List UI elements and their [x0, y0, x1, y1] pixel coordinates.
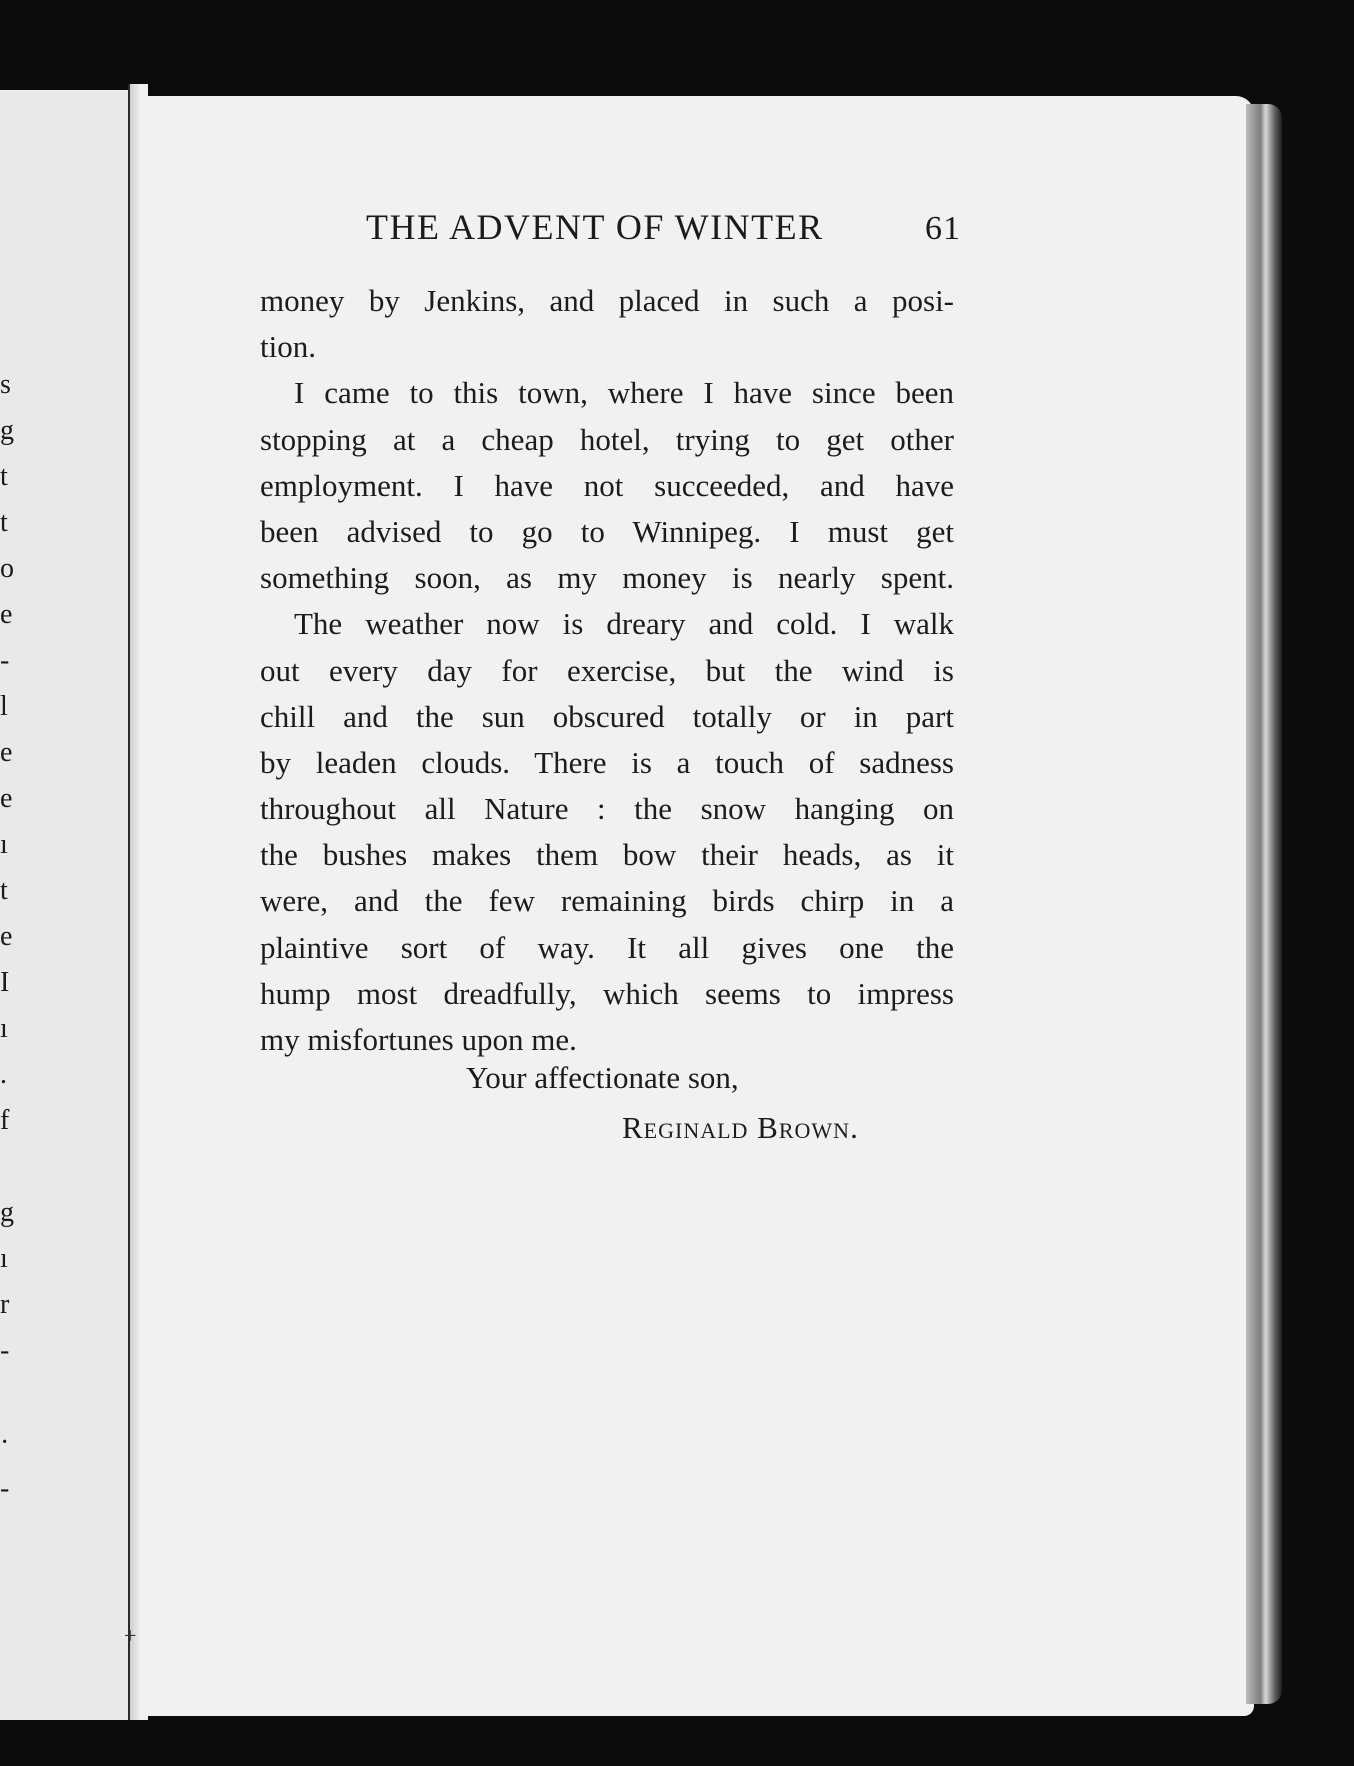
book-gutter: [128, 84, 148, 1720]
left-edge-letter: e: [0, 599, 13, 630]
left-edge-letter: -: [0, 645, 10, 676]
left-edge-letter: ı: [0, 1243, 8, 1274]
body-line: by leaden clouds. There is a touch of sadness: [260, 744, 954, 780]
running-head-title: THE ADVENT OF WINTER: [366, 207, 824, 247]
body-line: hump most dreadfully, which seems to impress: [260, 975, 954, 1011]
gutter-registration-mark: +: [124, 1623, 137, 1648]
body-line: The weather now is dreary and cold. I walk: [294, 606, 954, 642]
letter-signature: Reginald Brown.: [622, 1110, 859, 1145]
left-edge-letter: .: [0, 1059, 7, 1090]
left-edge-letter: I: [0, 967, 10, 998]
body-line: plaintive sort of way. It all gives one the: [260, 929, 954, 965]
left-edge-letter: ı: [0, 1013, 8, 1044]
left-edge-letter: [0, 1374, 24, 1420]
left-edge-letter: ·: [0, 1427, 10, 1458]
left-edge-letter: t: [0, 461, 8, 492]
left-facing-page: [0, 90, 136, 1720]
left-edge-letter: -: [0, 1335, 10, 1366]
body-line: tion.: [260, 329, 316, 365]
left-edge-letter: ı: [0, 829, 8, 860]
letter-closing: Your affectionate son,: [466, 1060, 739, 1095]
left-edge-letter: f: [0, 1105, 10, 1136]
body-line: the bushes makes them bow their heads, as it: [260, 837, 954, 873]
left-edge-letter: l: [0, 691, 8, 722]
body-text: [260, 278, 954, 1063]
body-line: I came to this town, where I have since been: [294, 375, 954, 411]
body-line: stopping at a cheap hotel, trying to get other: [260, 421, 954, 457]
left-edge-letter: e: [0, 737, 13, 768]
body-line: were, and the few remaining birds chirp in a: [260, 883, 954, 919]
body-line: employment. I have not succeeded, and have: [260, 467, 954, 503]
body-line: my misfortunes upon me.: [260, 1022, 577, 1057]
left-edge-letter: t: [0, 507, 8, 538]
left-edge-letter: -: [0, 1473, 10, 1504]
page-fore-edge: [1246, 104, 1282, 1704]
left-edge-letter: s: [0, 369, 11, 400]
body-line: throughout all Nature : the snow hanging on: [260, 791, 954, 827]
left-edge-letter: e: [0, 783, 13, 814]
body-line: chill and the sun obscured totally or in part: [260, 698, 954, 734]
page-number: 61: [925, 210, 961, 247]
left-edge-letter: e: [0, 921, 13, 952]
left-edge-letter: o: [0, 553, 14, 584]
body-line: out every day for exercise, but the wind is: [260, 652, 954, 688]
running-head: [366, 206, 961, 248]
left-edge-letter: r: [0, 1289, 10, 1320]
left-page-edge-letters: [0, 362, 24, 1512]
left-edge-letter: t: [0, 875, 8, 906]
left-edge-letter: g: [0, 1197, 14, 1228]
left-edge-letter: [0, 1144, 24, 1190]
body-line: money by Jenkins, and placed in such a posi-: [260, 283, 954, 318]
body-line: been advised to go to Winnipeg. I must get: [260, 513, 954, 549]
left-edge-letter: g: [0, 415, 14, 446]
body-line: something soon, as my money is nearly spent.: [260, 560, 954, 596]
